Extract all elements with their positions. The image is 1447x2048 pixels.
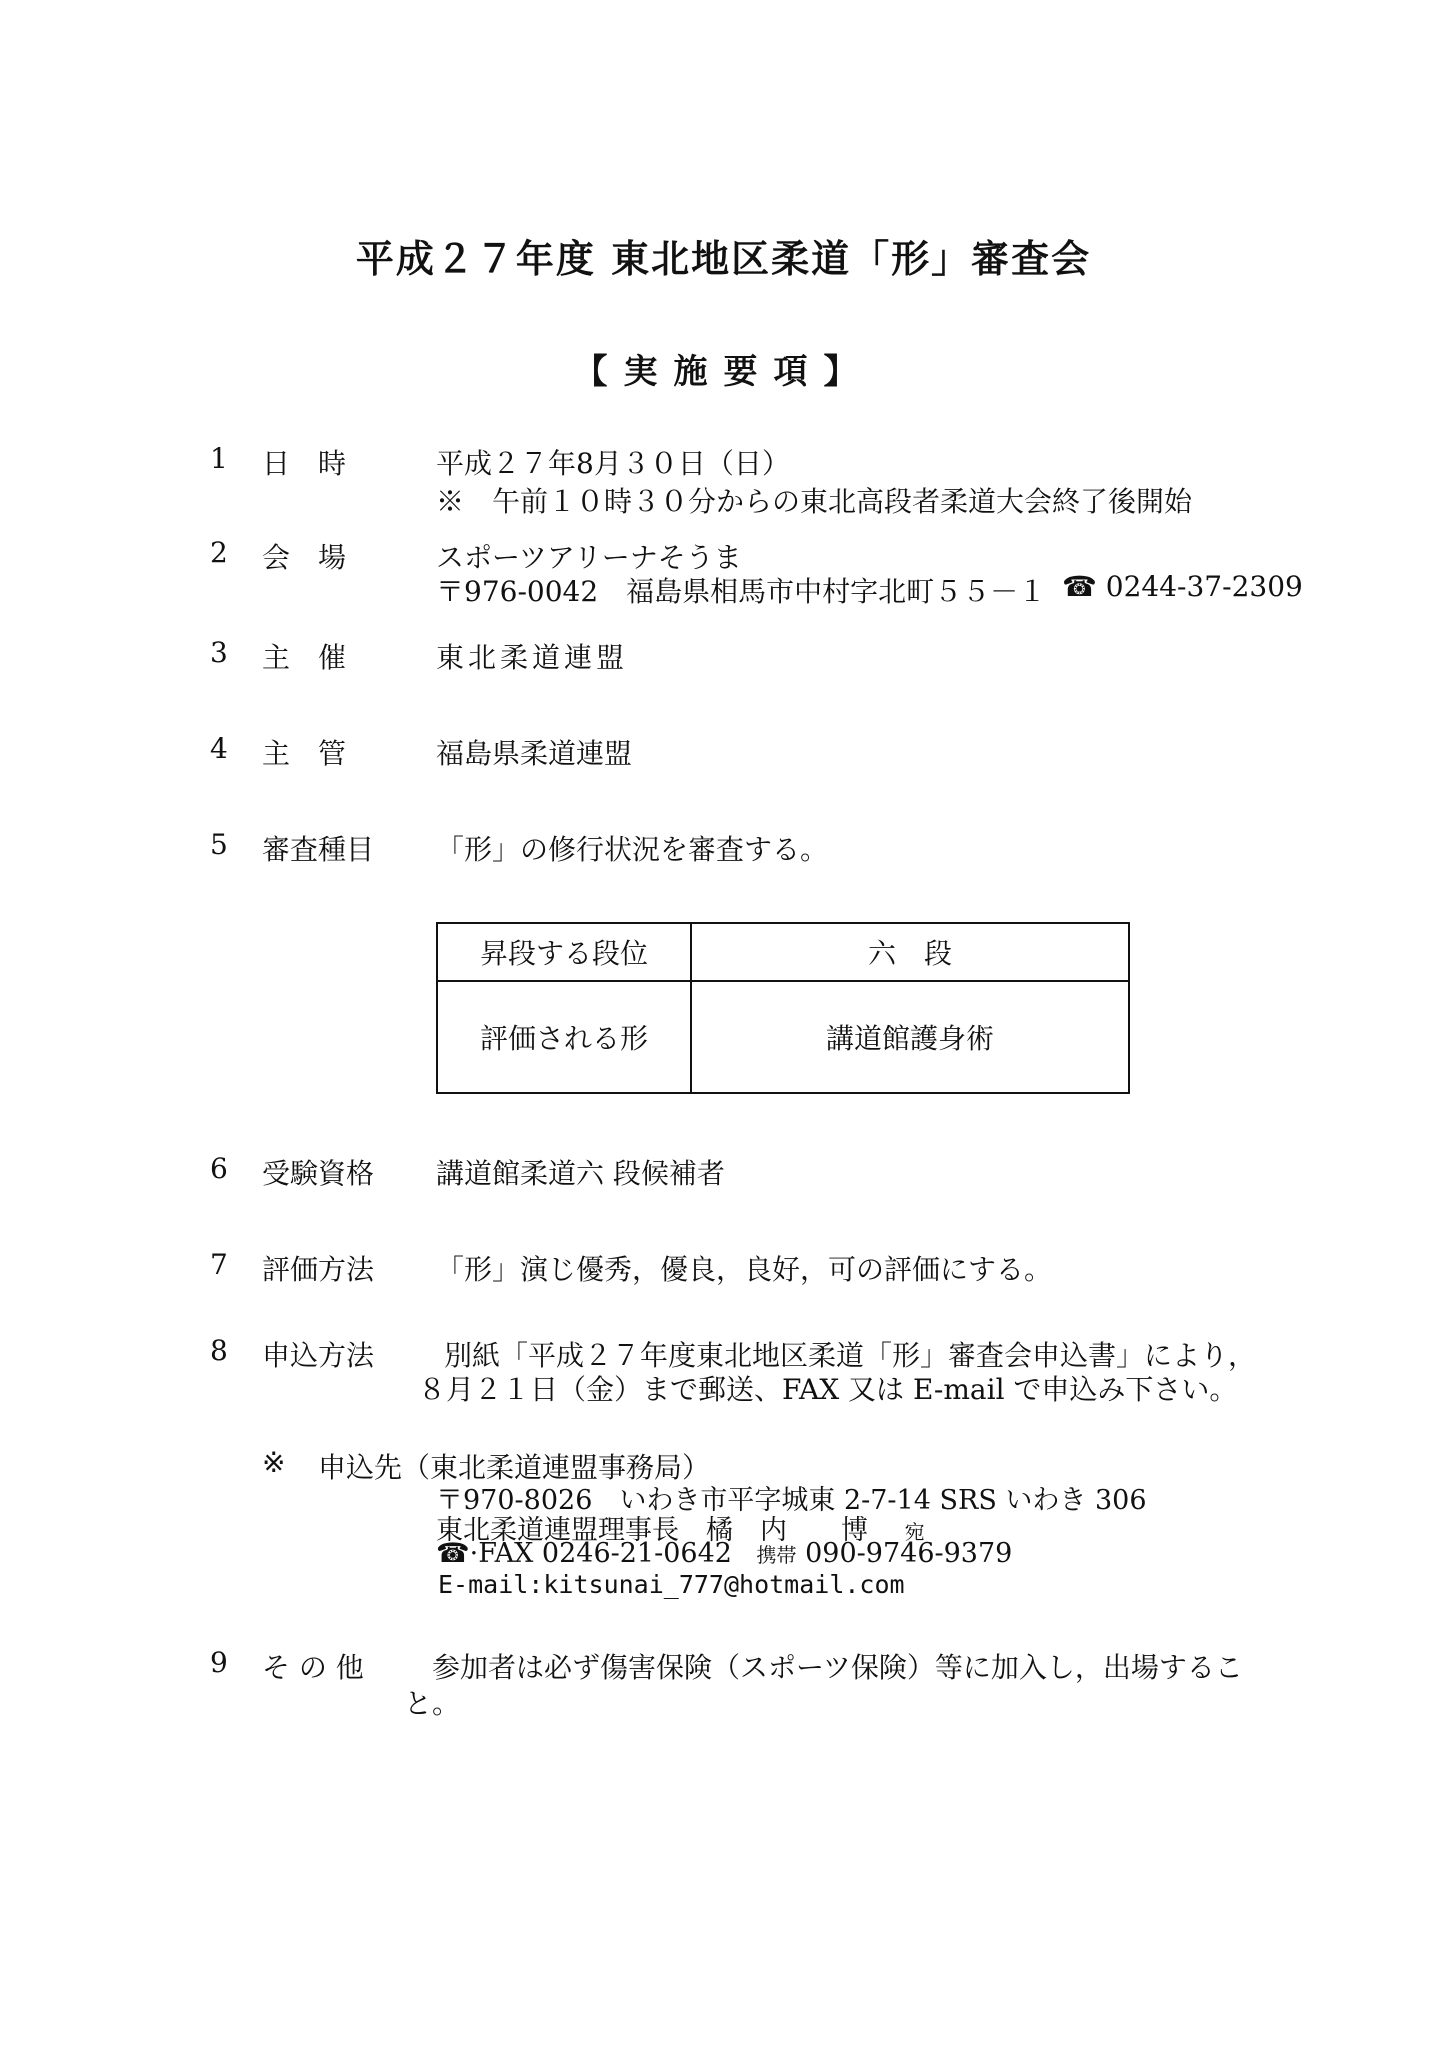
mobile-label: 携帯 xyxy=(756,1543,797,1567)
item-value: 参加者は必ず傷害保険（スポーツ保険）等に加入し，出場するこ xyxy=(432,1651,1243,1684)
item-value: 平成２７年8月３０日（日） xyxy=(436,447,790,480)
item-value: 福島県柔道連盟 xyxy=(436,737,633,770)
table-row xyxy=(437,923,1129,981)
item-value: ☎ 0244-37-2309 xyxy=(1062,570,1303,603)
contact-email[interactable]: E-mail:kitsunai_777@hotmail.com xyxy=(438,1570,905,1599)
contact-mobile: 090-9746-9379 xyxy=(805,1538,1013,1569)
item-label: 受験資格 xyxy=(262,1157,375,1190)
item-value: と。 xyxy=(404,1687,461,1720)
item-number: 1 xyxy=(210,442,228,475)
contact-address: 〒970-8026 いわき市平字城東 2-7-14 SRS いわき 306 xyxy=(436,1485,1147,1516)
table-cell: 昇段する段位 xyxy=(437,923,691,981)
table-cell: 六 段 xyxy=(691,923,1129,981)
page-title: 平成２７年度 東北地区柔道「形」審査会 xyxy=(355,237,1092,281)
item-number: 9 xyxy=(210,1646,228,1679)
item-value: 〒976-0042 福島県相馬市中村字北町５５－１ xyxy=(436,575,1047,608)
item-number: 3 xyxy=(210,636,228,669)
item-number: 5 xyxy=(210,828,228,861)
item-number: 2 xyxy=(210,536,228,569)
table-row xyxy=(437,981,1129,1093)
grade-table xyxy=(436,922,1130,1094)
item-number: 8 xyxy=(210,1334,228,1367)
item-label: 会 場 xyxy=(262,541,347,574)
item-label: 申込方法 xyxy=(262,1339,375,1372)
contact-phone: ☎·FAX 0246-21-0642 xyxy=(436,1538,732,1569)
item-number: 6 xyxy=(210,1152,228,1185)
table-cell: 講道館護身術 xyxy=(691,981,1129,1093)
item-number: 4 xyxy=(210,732,228,765)
item-label: 評価方法 xyxy=(262,1253,375,1286)
item-value: スポーツアリーナそうま xyxy=(436,541,742,574)
item-value: ※ 午前１０時３０分からの東北高段者柔道大会終了後開始 xyxy=(436,485,1193,518)
item-value: 東北柔道連盟 xyxy=(436,641,629,674)
item-number: 7 xyxy=(210,1248,228,1281)
table-cell: 評価される形 xyxy=(437,981,691,1093)
page-subtitle: 【実施要項】 xyxy=(573,352,874,392)
item-value: 講道館柔道六 段候補者 xyxy=(436,1157,725,1190)
item-value: 「形」の修行状況を審査する。 xyxy=(436,833,829,866)
contact-person-name: 東北柔道連盟理事長 橘 内 博 xyxy=(436,1515,868,1546)
contact-heading: 申込先（東北柔道連盟事務局） xyxy=(318,1451,711,1484)
item-value: ８月２１日（金）まで郵送、FAX 又は E-mail で申込み下さい。 xyxy=(418,1373,1238,1406)
item-label: 主 催 xyxy=(262,641,347,674)
item-value: 別紙「平成２７年度東北地区柔道「形」審査会申込書」により， xyxy=(444,1339,1257,1372)
item-label: 日 時 xyxy=(262,447,347,480)
item-value: 「形」演じ優秀，優良，良好，可の評価にする。 xyxy=(436,1253,1053,1286)
item-label: 審査種目 xyxy=(262,833,375,866)
item-label: 主 管 xyxy=(262,737,347,770)
note-mark: ※ xyxy=(262,1446,286,1479)
item-label: そ の 他 xyxy=(262,1651,364,1684)
contact-person-suffix: 宛 xyxy=(904,1520,925,1544)
contact-phone-line xyxy=(436,1538,1012,1569)
